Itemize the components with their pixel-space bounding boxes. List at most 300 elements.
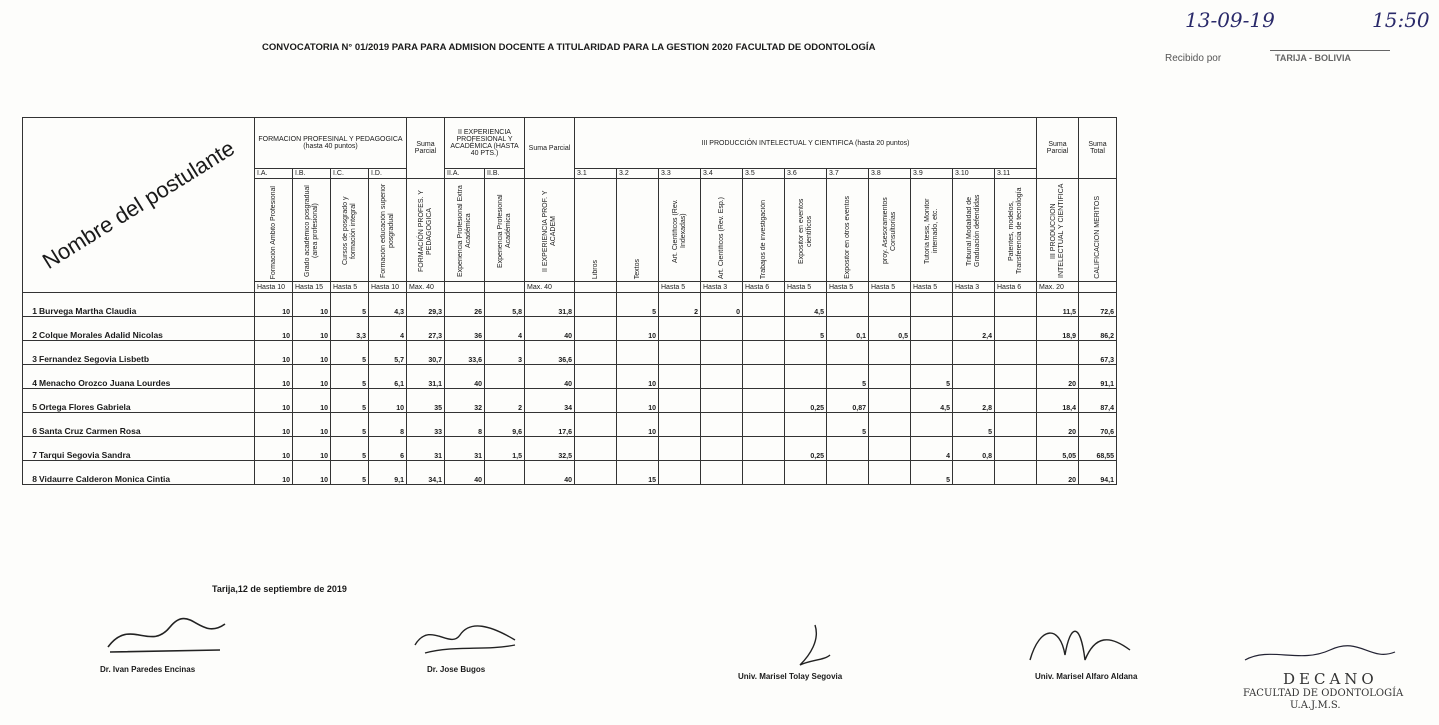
column-header (525, 179, 575, 282)
column-header-label: CALIFICACION MERITOS (1093, 196, 1101, 279)
seal-faculty: FACULTAD DE ODONTOLOGÍA (1243, 688, 1404, 699)
score-cell: 0,5 (869, 317, 911, 341)
score-cell: 4 (911, 437, 953, 461)
score-cell: 10 (617, 389, 659, 413)
score-cell: 2 (659, 293, 701, 317)
score-cell: 5 (331, 461, 369, 485)
column-limit: Hasta 5 (911, 282, 953, 293)
score-cell: 40 (525, 461, 575, 485)
score-cell: 67,3 (1079, 341, 1117, 365)
column-limit: Hasta 6 (995, 282, 1037, 293)
score-cell (911, 413, 953, 437)
signature-1-icon (100, 612, 230, 662)
signature-3-name: Univ. Marisel Tolay Segovia (738, 672, 843, 681)
received-date: 13-09-19 (1185, 8, 1275, 32)
column-code: I.D. (369, 169, 407, 179)
applicant-name: Burvega Martha Claudia (39, 306, 137, 316)
score-cell: 20 (1037, 413, 1079, 437)
table-row (23, 413, 1117, 437)
column-header-label: FORMACIÓN PROFES. Y PEDAGOGICA (417, 190, 433, 272)
score-cell: 0,1 (827, 317, 869, 341)
signature-2-icon (405, 615, 525, 660)
score-cell: 0,25 (785, 437, 827, 461)
column-header (445, 179, 485, 282)
column-header (869, 179, 911, 282)
score-cell: 32 (445, 389, 485, 413)
table-row (23, 293, 1117, 317)
score-cell: 33,6 (445, 341, 485, 365)
score-cell: 33 (407, 413, 445, 437)
applicant-name-cell (23, 317, 255, 341)
column-header-label: Formación Ambito Profesional (269, 185, 277, 279)
score-cell: 10 (255, 413, 293, 437)
row-number: 2 (32, 330, 37, 340)
score-cell (659, 413, 701, 437)
row-number: 3 (32, 354, 37, 364)
score-cell (575, 461, 617, 485)
score-cell (785, 341, 827, 365)
section-1-header: FORMACION PROFESINAL Y PEDAGOGICA (hasta 40 puntos) (255, 118, 407, 169)
score-cell: 5 (331, 437, 369, 461)
column-header (659, 179, 701, 282)
column-limit (485, 282, 525, 293)
score-cell: 10 (255, 461, 293, 485)
score-cell (995, 437, 1037, 461)
page-title: CONVOCATORIA N° 01/2019 PARA PARA ADMISION DOCENTE A TITULARIDAD PARA LA GESTION 2020 FACULTAD DE ODONTOLOGÍA (262, 42, 876, 53)
column-code: 3.9 (911, 169, 953, 179)
score-cell: 10 (617, 365, 659, 389)
score-cell: 10 (293, 437, 331, 461)
score-cell (743, 389, 785, 413)
score-cell (701, 317, 743, 341)
column-code: I.B. (293, 169, 331, 179)
signature-4-name: Univ. Marisel Alfaro Aldana (1035, 672, 1138, 681)
score-cell: 5,05 (1037, 437, 1079, 461)
score-cell: 26 (445, 293, 485, 317)
score-cell: 4,3 (369, 293, 407, 317)
score-cell: 5 (331, 413, 369, 437)
score-cell (743, 437, 785, 461)
place-date: Tarija,12 de septiembre de 2019 (212, 584, 347, 594)
score-cell: 17,6 (525, 413, 575, 437)
column-header (995, 179, 1037, 282)
score-cell (827, 293, 869, 317)
column-limit: Hasta 5 (659, 282, 701, 293)
column-limit: Max. 40 (525, 282, 575, 293)
score-cell: 91,1 (1079, 365, 1117, 389)
column-code: 3.8 (869, 169, 911, 179)
column-header-label: III PRODUCCION INTELECTUAL Y CIENTIFICA (1049, 183, 1065, 279)
row-number: 4 (32, 378, 37, 388)
applicant-name: Colque Morales Adalid Nicolas (39, 330, 163, 340)
applicant-name-cell (23, 293, 255, 317)
score-cell: 36,6 (525, 341, 575, 365)
column-header (911, 179, 953, 282)
applicant-name-cell (23, 365, 255, 389)
column-code: 3.2 (617, 169, 659, 179)
score-cell (995, 293, 1037, 317)
score-cell: 1,5 (485, 437, 525, 461)
row-number: 1 (32, 306, 37, 316)
column-header (255, 179, 293, 282)
score-cell: 87,4 (1079, 389, 1117, 413)
column-header (407, 179, 445, 282)
score-cell: 4,5 (785, 293, 827, 317)
score-cell: 10 (255, 437, 293, 461)
score-cell: 10 (255, 341, 293, 365)
score-cell: 0,87 (827, 389, 869, 413)
score-cell (659, 365, 701, 389)
table-row (23, 389, 1117, 413)
score-cell (827, 341, 869, 365)
score-cell (575, 437, 617, 461)
score-cell: 31 (407, 437, 445, 461)
column-limit: Hasta 5 (785, 282, 827, 293)
score-cell: 29,3 (407, 293, 445, 317)
score-cell (995, 389, 1037, 413)
score-cell: 40 (525, 317, 575, 341)
name-column-header: Nombre del postulante (23, 118, 255, 293)
score-cell: 2 (485, 389, 525, 413)
score-cell: 5,8 (485, 293, 525, 317)
column-header-label: Grado académico posgradual (area profesional) (303, 185, 319, 277)
column-limit: Hasta 10 (255, 282, 293, 293)
score-cell (701, 461, 743, 485)
score-cell: 8 (369, 413, 407, 437)
applicant-name-cell (23, 413, 255, 437)
score-cell (869, 293, 911, 317)
score-cell (869, 365, 911, 389)
score-cell: 4,5 (911, 389, 953, 413)
score-cell: 15 (617, 461, 659, 485)
signature-3-icon (790, 620, 840, 670)
score-cell (743, 365, 785, 389)
score-cell: 0,25 (785, 389, 827, 413)
score-cell: 5 (331, 365, 369, 389)
score-cell: 10 (255, 365, 293, 389)
score-cell (995, 365, 1037, 389)
column-code: 3.7 (827, 169, 869, 179)
row-number: 8 (32, 474, 37, 484)
applicant-name: Tarqui Segovia Sandra (39, 450, 131, 460)
row-number: 6 (32, 426, 37, 436)
score-cell (575, 341, 617, 365)
score-cell (869, 461, 911, 485)
score-cell: 18,9 (1037, 317, 1079, 341)
column-header (331, 179, 369, 282)
score-cell: 34 (525, 389, 575, 413)
seal-signature-icon (1240, 642, 1400, 670)
score-cell (575, 293, 617, 317)
score-cell: 10 (293, 317, 331, 341)
score-cell: 31,1 (407, 365, 445, 389)
score-cell: 5 (911, 365, 953, 389)
score-cell: 10 (255, 293, 293, 317)
score-cell (785, 413, 827, 437)
column-limit (445, 282, 485, 293)
table-row (23, 341, 1117, 365)
column-header (485, 179, 525, 282)
suma-parcial-2: Suma Parcial (525, 118, 575, 179)
score-cell: 5 (953, 413, 995, 437)
score-cell: 40 (445, 365, 485, 389)
column-header (827, 179, 869, 282)
score-cell: 40 (525, 365, 575, 389)
score-cell (995, 461, 1037, 485)
score-cell (743, 413, 785, 437)
score-cell (659, 437, 701, 461)
score-cell: 72,6 (1079, 293, 1117, 317)
score-cell: 18,4 (1037, 389, 1079, 413)
column-limit: Hasta 3 (701, 282, 743, 293)
column-header (785, 179, 827, 282)
score-cell: 40 (445, 461, 485, 485)
signature-4-icon (1020, 615, 1140, 670)
score-cell: 10 (293, 413, 331, 437)
score-cell (575, 317, 617, 341)
column-code: 3.4 (701, 169, 743, 179)
signature-1-name: Dr. Ivan Paredes Encinas (100, 665, 196, 674)
score-cell: 5 (827, 413, 869, 437)
score-cell: 30,7 (407, 341, 445, 365)
score-cell: 35 (407, 389, 445, 413)
score-cell (869, 413, 911, 437)
signature-2-name: Dr. Jose Bugos (427, 665, 486, 674)
score-cell: 10 (617, 413, 659, 437)
score-cell: 11,5 (1037, 293, 1079, 317)
column-header-label: Textos (633, 258, 641, 279)
score-cell (785, 365, 827, 389)
received-time: 15:50 (1372, 8, 1430, 32)
score-cell (485, 365, 525, 389)
applicant-name: Santa Cruz Carmen Rosa (39, 426, 141, 436)
score-cell (659, 341, 701, 365)
score-cell (911, 341, 953, 365)
column-limit (617, 282, 659, 293)
section-3-header: III PRODUCCIÓN INTELECTUAL Y CIENTIFICA (hasta 20 puntos) (575, 118, 1037, 169)
column-header-label: Experiencia Profesional Extra Académica (456, 185, 472, 277)
column-code: I.A. (255, 169, 293, 179)
suma-total-header: Suma Total (1079, 118, 1117, 179)
column-header-label: Art. Científicos (Rev. Indexadas) (671, 199, 687, 263)
column-header-label: Tutoría tesis, Monitor internado, etc. (923, 198, 939, 264)
score-cell (701, 437, 743, 461)
score-cell: 9,6 (485, 413, 525, 437)
stamp-line (1270, 50, 1390, 51)
column-code: 3.3 (659, 169, 701, 179)
score-cell: 10 (255, 389, 293, 413)
column-header-label: Art. Científicos (Rev. Esp.) (717, 197, 725, 279)
score-cell (701, 341, 743, 365)
score-cell (701, 365, 743, 389)
applicant-name: Ortega Flores Gabriela (39, 402, 131, 412)
column-header-label: Experiencia Profesional Académica (496, 194, 512, 268)
score-cell: 70,6 (1079, 413, 1117, 437)
column-header-label: Cursos de posgrado y formación integral (341, 196, 357, 266)
score-cell (953, 461, 995, 485)
applicant-name: Fernandez Segovia Lisbetb (39, 354, 150, 364)
score-cell (869, 437, 911, 461)
score-cell (995, 413, 1037, 437)
seal-university: U.A.J.M.S. (1290, 700, 1341, 711)
column-limit: Hasta 15 (293, 282, 331, 293)
score-cell: 5 (331, 389, 369, 413)
score-cell (701, 389, 743, 413)
applicant-name-cell (23, 341, 255, 365)
applicant-name-cell (23, 389, 255, 413)
score-cell: 4 (369, 317, 407, 341)
score-cell: 5 (827, 365, 869, 389)
city-stamp: TARIJA - BOLIVIA (1275, 53, 1351, 63)
score-cell: 10 (617, 317, 659, 341)
column-code: I.C. (331, 169, 369, 179)
score-cell (995, 341, 1037, 365)
score-cell: 5,7 (369, 341, 407, 365)
score-cell (953, 341, 995, 365)
applicant-name-cell (23, 461, 255, 485)
score-cell (995, 317, 1037, 341)
score-cell (743, 341, 785, 365)
score-cell: 10 (293, 293, 331, 317)
column-code: II.B. (485, 169, 525, 179)
score-cell (911, 317, 953, 341)
score-cell (911, 293, 953, 317)
score-cell (869, 341, 911, 365)
score-cell: 5 (331, 293, 369, 317)
score-cell: 6,1 (369, 365, 407, 389)
score-cell (1037, 341, 1079, 365)
applicant-name: Vidaurre Calderon Monica Cintia (39, 474, 171, 484)
score-cell: 68,55 (1079, 437, 1117, 461)
score-cell (575, 413, 617, 437)
column-code: 3.5 (743, 169, 785, 179)
column-header-label: proy. Asesoramientos Consultorías (881, 197, 897, 265)
suma-parcial-3: Suma Parcial (1037, 118, 1079, 179)
score-cell (575, 365, 617, 389)
score-cell (617, 341, 659, 365)
score-cell: 20 (1037, 365, 1079, 389)
score-cell (575, 389, 617, 413)
score-cell (659, 389, 701, 413)
score-cell: 27,3 (407, 317, 445, 341)
column-code: 3.6 (785, 169, 827, 179)
table-row (23, 365, 1117, 389)
score-cell (701, 413, 743, 437)
column-header-label: Trabajos de investigación (759, 199, 767, 279)
column-header (701, 179, 743, 282)
row-number: 5 (32, 402, 37, 412)
score-cell: 94,1 (1079, 461, 1117, 485)
score-cell (659, 461, 701, 485)
column-limit (575, 282, 617, 293)
score-cell: 5 (617, 293, 659, 317)
score-cell (485, 461, 525, 485)
score-cell: 36 (445, 317, 485, 341)
column-header-label: Libros (591, 259, 599, 279)
column-header-label: Patentes, modelos, Transferencia de tecnología (1007, 187, 1023, 275)
column-header (369, 179, 407, 282)
column-header-label: Tribunal Modalidad de Graduación defendidas (965, 194, 981, 268)
column-code: 3.1 (575, 169, 617, 179)
score-cell: 5 (785, 317, 827, 341)
column-code: II.A. (445, 169, 485, 179)
score-cell: 10 (293, 461, 331, 485)
score-cell (785, 461, 827, 485)
score-cell (953, 293, 995, 317)
score-cell: 10 (293, 365, 331, 389)
score-cell: 31,8 (525, 293, 575, 317)
applicant-name: Menacho Orozco Juana Lourdes (39, 378, 171, 388)
score-cell (869, 389, 911, 413)
column-limit: Hasta 10 (369, 282, 407, 293)
column-header (617, 179, 659, 282)
score-cell: 9,1 (369, 461, 407, 485)
score-cell: 4 (485, 317, 525, 341)
row-number: 7 (32, 450, 37, 460)
column-header (293, 179, 331, 282)
table-row (23, 461, 1117, 485)
column-limit: Max. 40 (407, 282, 445, 293)
column-limit: Hasta 6 (743, 282, 785, 293)
column-code: 3.11 (995, 169, 1037, 179)
evaluation-table (22, 117, 1117, 485)
score-cell: 2,8 (953, 389, 995, 413)
column-header-label: Expositor en eventos científicos (797, 198, 813, 264)
column-limit: Hasta 5 (827, 282, 869, 293)
column-limit: Hasta 5 (331, 282, 369, 293)
applicant-name-cell (23, 437, 255, 461)
column-limit (1079, 282, 1117, 293)
score-cell (827, 437, 869, 461)
column-header (953, 179, 995, 282)
score-cell (659, 317, 701, 341)
column-limit: Max. 20 (1037, 282, 1079, 293)
column-header-label: Formación educación superior posgradual (379, 183, 395, 279)
column-limit: Hasta 5 (869, 282, 911, 293)
table-row (23, 317, 1117, 341)
score-cell: 10 (369, 389, 407, 413)
column-code: 3.10 (953, 169, 995, 179)
score-cell: 34,1 (407, 461, 445, 485)
score-cell (953, 365, 995, 389)
column-header (1037, 179, 1079, 282)
score-cell (743, 317, 785, 341)
score-cell: 5 (911, 461, 953, 485)
score-cell: 10 (293, 341, 331, 365)
score-cell: 5 (331, 341, 369, 365)
score-cell (743, 293, 785, 317)
score-cell (827, 461, 869, 485)
score-cell: 6 (369, 437, 407, 461)
score-cell: 2,4 (953, 317, 995, 341)
score-cell: 0 (701, 293, 743, 317)
column-header (575, 179, 617, 282)
column-header (743, 179, 785, 282)
section-2-header: II EXPERIENCIA PROFESIONAL Y ACADÉMICA (HASTA 40 PTS.) (445, 118, 525, 169)
column-header-label: II EXPERIENCIA PROF. Y ACADEM (541, 190, 557, 272)
score-cell: 86,2 (1079, 317, 1117, 341)
score-cell (743, 461, 785, 485)
score-cell: 10 (293, 389, 331, 413)
table-row (23, 437, 1117, 461)
column-header (1079, 179, 1117, 282)
suma-parcial-1: Suma Parcial (407, 118, 445, 179)
received-label: Recibido por (1165, 53, 1222, 64)
column-limit: Hasta 3 (953, 282, 995, 293)
score-cell: 8 (445, 413, 485, 437)
seal-title: DECANO (1283, 670, 1378, 688)
score-cell: 32,5 (525, 437, 575, 461)
